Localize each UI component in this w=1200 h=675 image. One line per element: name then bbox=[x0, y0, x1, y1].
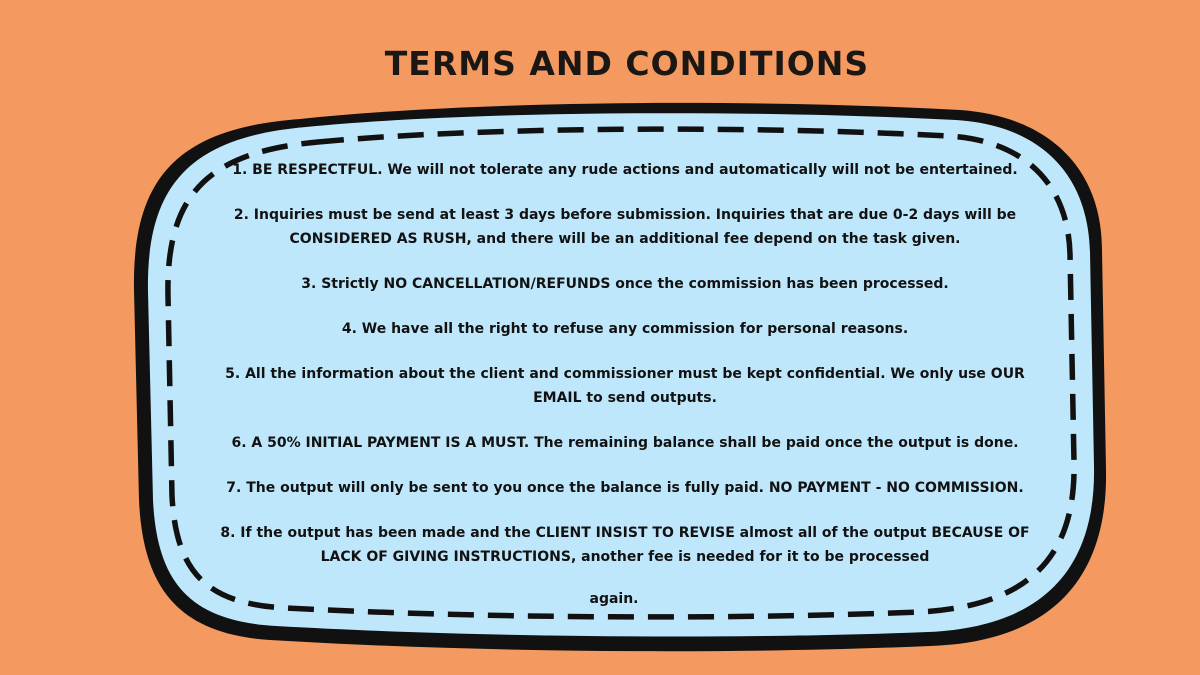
rule-item: 2. Inquiries must be send at least 3 days before submission. Inquiries that are due 0-2 days will be CONSIDERED AS RUSH, and there will be an additional fee depend on the task given. bbox=[233, 207, 1017, 247]
rule-item: 6. A 50% INITIAL PAYMENT IS A MUST. The remaining balance shall be paid once the output is done. bbox=[231, 435, 1019, 451]
rule-continuation: again. bbox=[589, 591, 639, 607]
rule-item: 1. BE RESPECTFUL. We will not tolerate any rude actions and automatically will not be entertained. bbox=[232, 162, 1018, 178]
rule-item: 5. All the information about the client and commissioner must be kept confidential. We only use OUR EMAIL to send outputs. bbox=[225, 366, 1025, 406]
rules-list bbox=[200, 158, 1050, 590]
page-title: TERMS AND CONDITIONS bbox=[384, 44, 870, 83]
rule-item: 7. The output will only be sent to you once the balance is fully paid. NO PAYMENT - NO COMMISSION. bbox=[226, 480, 1024, 496]
rule-item: 8. If the output has been made and the CLIENT INSIST TO REVISE almost all of the output BECAUSE OF LACK OF GIVING INSTRUCTIONS, another fee is needed for it to be processed bbox=[220, 525, 1030, 565]
rule-item: 3. Strictly NO CANCELLATION/REFUNDS once the commission has been processed. bbox=[301, 276, 949, 292]
rule-item: 4. We have all the right to refuse any commission for personal reasons. bbox=[341, 321, 909, 337]
